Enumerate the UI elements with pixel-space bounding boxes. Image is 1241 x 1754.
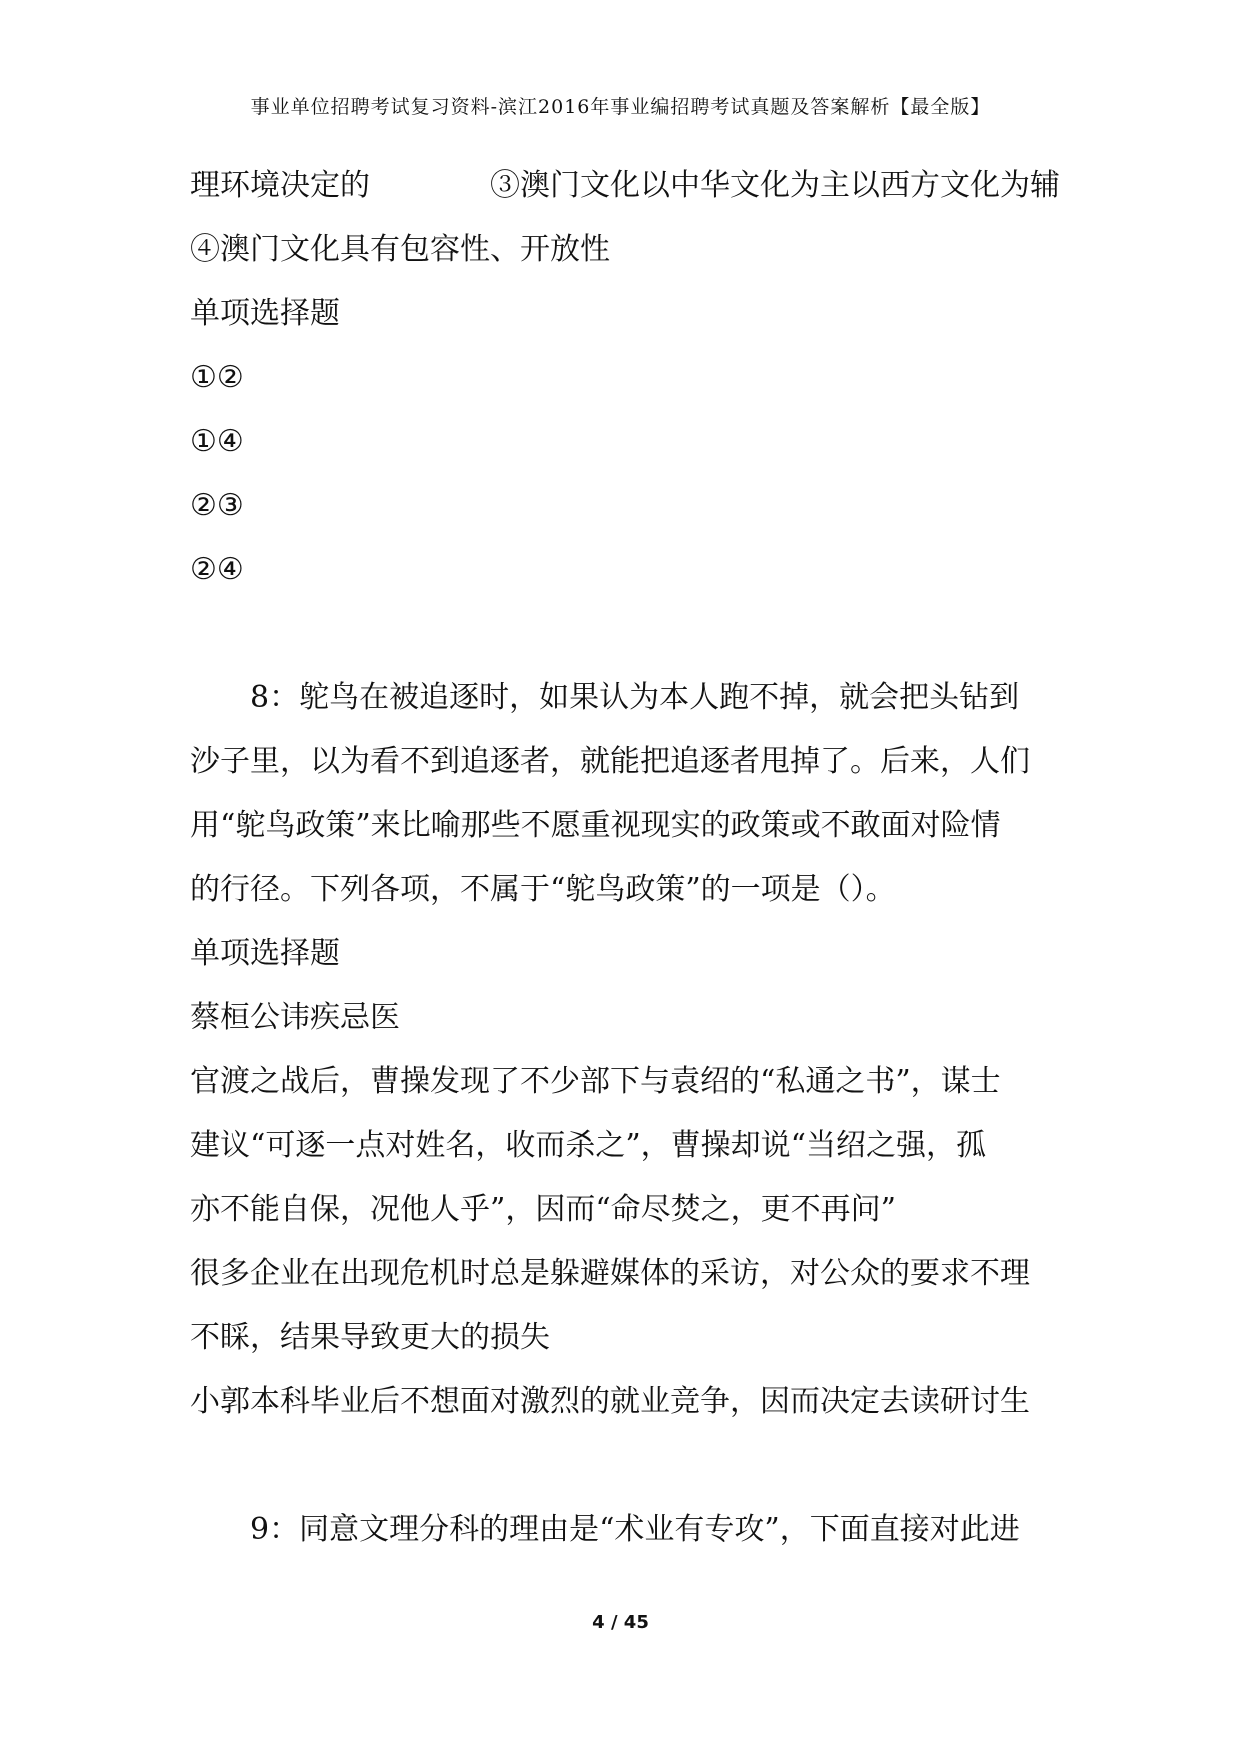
q7-option-a: ①②	[190, 360, 244, 395]
q8-option-a: 蔡桓公讳疾忌医	[190, 1000, 400, 1035]
q7-option-b: ①④	[190, 424, 244, 459]
q8-option-b-line-1: 官渡之战后，曹操发现了不少部下与袁绍的“私通之书”，谋士	[190, 1064, 1001, 1099]
q9-stem-line-1: 9：同意文理分科的理由是“术业有专攻”，下面直接对此进	[250, 1512, 1020, 1547]
q8-stem-line-3: 用“鸵鸟政策”来比喻那些不愿重视现实的政策或不敢面对险情	[190, 808, 1001, 843]
document-header: 事业单位招聘考试复习资料-滨江2016年事业编招聘考试真题及答案解析【最全版】	[250, 96, 991, 118]
q8-option-c-line-1: 很多企业在出现危机时总是躲避媒体的采访，对公众的要求不理	[190, 1256, 1030, 1291]
q8-stem-line-1: 8：鸵鸟在被追逐时，如果认为本人跑不掉，就会把头钻到	[250, 680, 1020, 715]
q7-statement-3: ③澳门文化以中华文化为主以西方文化为辅	[490, 168, 1060, 203]
q7-question-type: 单项选择题	[190, 296, 340, 331]
q8-option-b-line-2: 建议“可逐一点对姓名，收而杀之”，曹操却说“当绍之强，孤	[190, 1128, 987, 1163]
q8-question-type: 单项选择题	[190, 936, 340, 971]
q8-option-c-line-2: 不睬，结果导致更大的损失	[190, 1320, 550, 1355]
q7-option-d: ②④	[190, 552, 244, 587]
q7-statement-line	[190, 168, 1060, 204]
q7-statement-4: ④澳门文化具有包容性、开放性	[190, 232, 610, 267]
q8-option-b-line-3: 亦不能自保，况他人乎”，因而“命尽焚之，更不再问”	[190, 1192, 897, 1227]
q7-option-c: ②③	[190, 488, 244, 523]
q8-stem-line-4: 的行径。下列各项，不属于“鸵鸟政策”的一项是（）。	[190, 872, 896, 907]
q8-option-d: 小郭本科毕业后不想面对激烈的就业竞争，因而决定去读研讨生	[190, 1384, 1030, 1419]
page-number: 4 / 45	[592, 1612, 649, 1633]
q7-statement-2-tail: 理环境决定的	[190, 168, 370, 203]
q8-stem-line-2: 沙子里，以为看不到追逐者，就能把追逐者甩掉了。后来，人们	[190, 744, 1030, 779]
